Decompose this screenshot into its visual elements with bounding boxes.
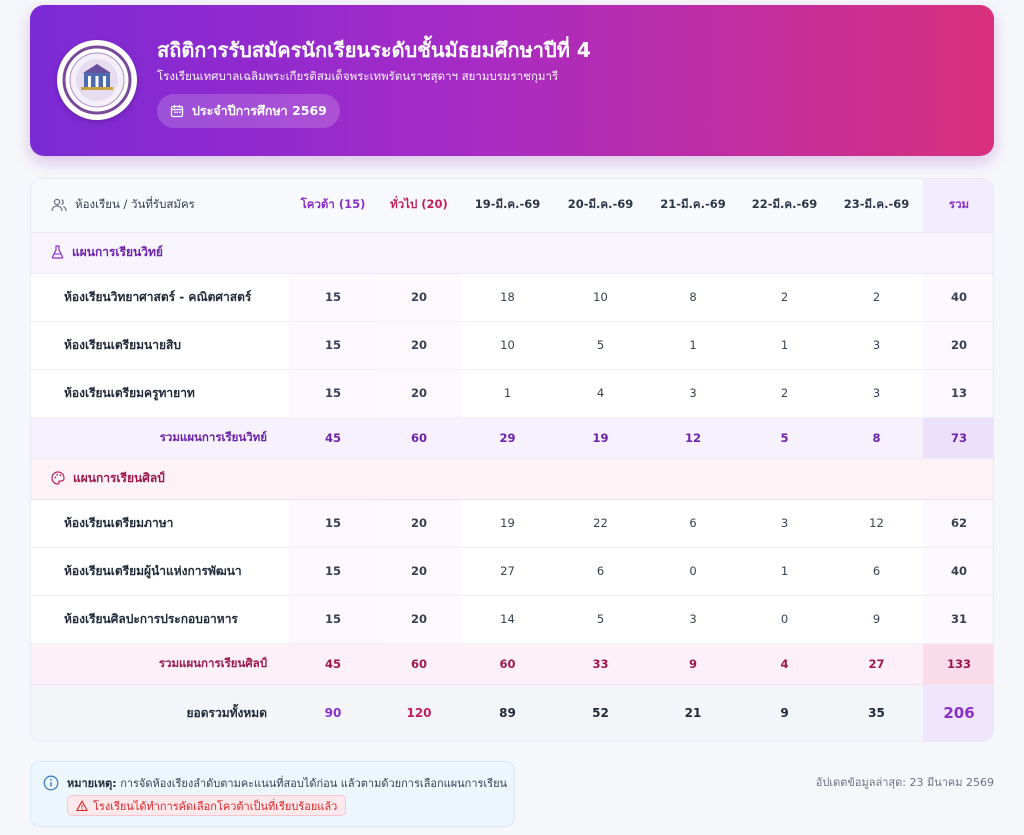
section-science-title: แผนการเรียนวิทย์ [72,244,163,259]
note-box [30,761,515,827]
table-row: ห้องเรียนเตรียมผู้นำแห่งการพัฒนา 15 20 27 6 0 1 6 40 [31,547,994,595]
col-header-date-4: 22-มี.ค.-69 [739,179,830,232]
table-row: ห้องเรียนวิทยาศาสตร์ - คณิตศาสตร์ 15 20 18 10 8 2 2 40 [31,273,994,321]
warning-icon [76,800,88,812]
note-text [67,774,507,792]
table-row: ห้องเรียนเตรียมนายสิบ 15 20 10 5 1 1 3 20 [31,321,994,369]
note-label: หมายเหตุ: [67,777,117,790]
col-header-quota: โควต้า (15) [289,179,377,232]
table-header-row [31,179,994,232]
academic-year-label: ประจำปีการศึกษา 2569 [192,103,327,118]
section-science-header [31,232,994,273]
table-row: ห้องเรียนเตรียมครูทายาท 15 20 1 4 3 2 3 13 [31,369,994,417]
warning-badge [67,795,346,816]
table-row: ห้องเรียนเตรียมภาษา 15 20 19 22 6 3 12 62 [31,499,994,547]
col-header-date-5: 23-มี.ค.-69 [830,179,923,232]
col-header-date-1: 19-มี.ค.-69 [461,179,554,232]
info-icon [43,775,59,791]
col-header-classroom: ห้องเรียน / วันที่รับสมัคร [31,179,289,232]
col-header-date-3: 21-มี.ค.-69 [647,179,739,232]
col-header-general: ทั่วไป (20) [377,179,461,232]
subtotal-row-arts: รวมแผนการเรียนศิลป์ 45 60 60 33 9 4 27 133 [31,643,994,684]
school-name: โรงเรียนเทศบาลเฉลิมพระเกียรติสมเด็จพระเทพรัตนราชสุดาฯ สยามบรมราชกุมารี [157,69,559,83]
flask-icon [51,245,64,259]
statistics-table [31,179,994,742]
grand-total-value: 206 [923,684,994,742]
subtotal-row-science: รวมแผนการเรียนวิทย์ 45 60 29 19 12 5 8 73 [31,417,994,458]
statistics-table-card [30,178,994,742]
col-header-total: รวม [923,179,994,232]
academic-year-badge [157,94,340,128]
grand-total-row: ยอดรวมทั้งหมด 90 120 89 52 21 9 35 206 [31,684,994,742]
page-title: สถิติการรับสมัครนักเรียนระดับชั้นมัธยมศึกษาปีที่ 4 [157,38,591,62]
section-arts-header [31,458,994,499]
table-row: ห้องเรียนศิลปะการประกอบอาหาร 15 20 14 5 3 0 9 31 [31,595,994,643]
header-banner [30,5,994,156]
note-body: การจัดห้องเรียงลำดับตามคะแนนที่สอบได้ก่อน แล้วตามด้วยการเลือกแผนการเรียน [120,777,508,790]
users-icon [51,198,67,212]
col-header-date-2: 20-มี.ค.-69 [554,179,647,232]
last-updated: อัปเดตข้อมูลล่าสุด: 23 มีนาคม 2569 [815,776,994,789]
palette-icon [51,471,65,485]
school-logo [57,40,137,120]
calendar-icon [170,104,184,118]
warning-text: โรงเรียนได้ทำการคัดเลือกโควต้าเป็นที่เรียบร้อยแล้ว [93,799,338,813]
section-arts-title: แผนการเรียนศิลป์ [73,470,165,485]
